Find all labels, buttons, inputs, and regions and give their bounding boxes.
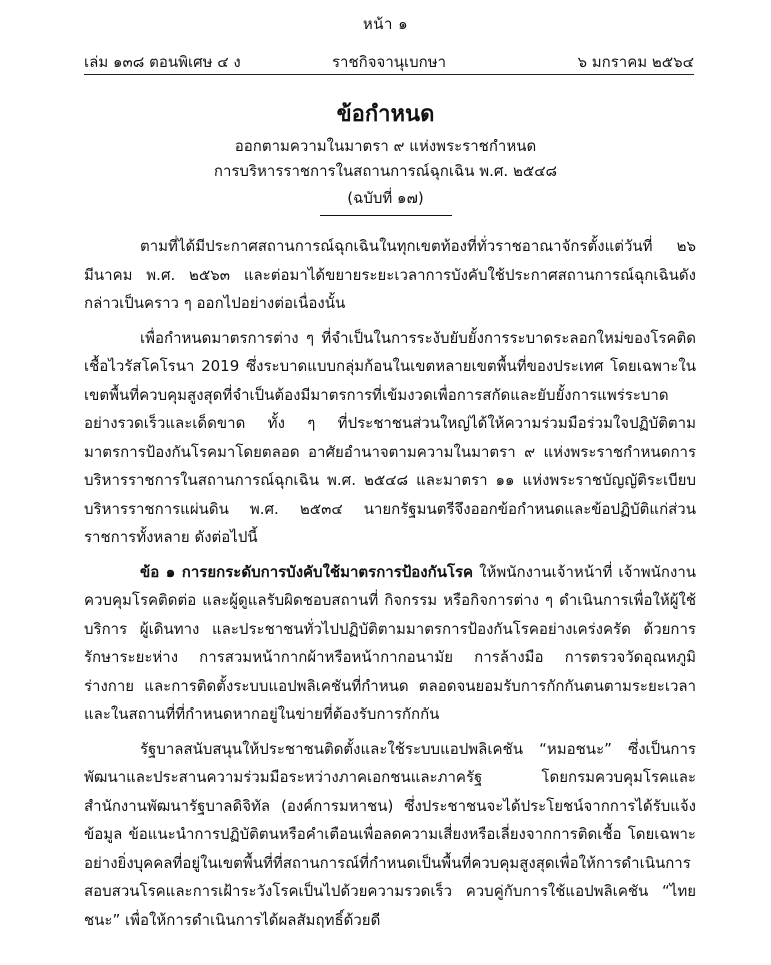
paragraph-app-support: รัฐบาลสนับสนุนให้ประชาชนติดตั้งและใช้ระบบแอปพลิเคชัน “หมอชนะ” ซึ่งเป็นการพัฒนาและประสานความร่วมมือระหว่างภาคเอกชนและภาครัฐ โดยกรมควบคุมโรคและสำนักงานพัฒนารัฐบาลดิจิทัล (องค์การมหาชน) ซึ่งประชาชนจะได้ประโยชน์จากการได้รับแจ้งข้อมูล ข้อแนะนำการปฏิบัติตนหรือคำเตือนเพื่อลดความเสี่ยงหรือเลี่ยงจากการติดเชื้อ โดยเฉพาะอย่างยิ่งบุคคลที่อยู่ในเขตพื้นที่ที่สถานการณ์ที่กำหนดเป็นพื้นที่ควบคุมสูงสุดเพื่อให้การดำเนินการสอบสวนโรคและการเฝ้าระวังโรคเป็นไปด้วยความรวดเร็ว ควบคู่กับการใช้แอปพลิเคชัน “ไทยชนะ” เพื่อให้การดำเนินการได้ผลสัมฤทธิ์ด้วยดี bbox=[84, 739, 696, 929]
title-divider bbox=[320, 215, 452, 216]
clause-1 bbox=[84, 558, 696, 729]
header-divider bbox=[84, 74, 694, 75]
page-number: หน้า ๑ bbox=[362, 15, 409, 33]
document-subtitle-1: ออกตามความในมาตรา ๙ แห่งพระราชกำหนด bbox=[234, 137, 537, 155]
clause-1-heading: ข้อ ๑ การยกระดับการบังคับใช้มาตรการป้องกันโรค bbox=[140, 562, 474, 581]
document-subtitle-2: การบริหารราชการในสถานการณ์ฉุกเฉิน พ.ศ. ๒๕๔๘ bbox=[213, 162, 558, 180]
gazette-name: ราชกิจจานุเบกษา bbox=[332, 53, 447, 71]
paragraph-purpose: เพื่อกำหนดมาตรการต่าง ๆ ที่จำเป็นในการระงับยับยั้งการระบาดระลอกใหม่ของโรคติดเชื้อไวรัสโคโรนา 2019 ซึ่งระบาดแบบกลุ่มก้อนในเขตหลายเขตพื้นที่ของประเทศ โดยเฉพาะในเขตพื้นที่ควบคุมสูงสุดที่จำเป็นต้องมีมาตรการที่เข้มงวดเพื่อการสกัดและยับยั้งการแพร่ระบาดอย่างรวดเร็วและเด็ดขาด ทั้ง ๆ ที่ประชาชนส่วนใหญ่ได้ให้ความร่วมมือร่วมใจปฏิบัติตามมาตรการป้องกันโรคมาโดยตลอด อาศัยอำนาจตามความในมาตรา ๙ แห่งพระราชกำหนดการบริหารราชการในสถานการณ์ฉุกเฉิน พ.ศ. ๒๕๔๘ และมาตรา ๑๑ แห่งพระราชบัญญัติระเบียบบริหารราชการแผ่นดิน พ.ศ. ๒๕๓๔ นายกรัฐมนตรีจึงออกข้อกำหนดและข้อปฏิบัติแก่ส่วนราชการทั้งหลาย ดังต่อไปนี้ bbox=[84, 328, 696, 546]
gazette-header bbox=[84, 50, 694, 74]
clause-1-text: ให้พนักงานเจ้าหน้าที่ เจ้าพนักงานควบคุมโรคติดต่อ และผู้ดูแลรับผิดชอบสถานที่ กิจกรรม หรือกิจการต่าง ๆ ดำเนินการเพื่อให้ผู้ใช้บริการ ผู้เดินทาง และประชาชนทั่วไปปฏิบัติตามมาตรการป้องกันโรคอย่างเคร่งครัด ด้วยการรักษาระยะห่าง การสวมหน้ากากผ้าหรือหน้ากากอนามัย การล้างมือ การตรวจวัดอุณหภูมิร่างกาย และการติดตั้งระบบแอปพลิเคชันที่กำหนด ตลอดจนยอมรับการกักกันตนตามระยะเวลาและในสถานที่ที่กำหนดหากอยู่ในข่ายที่ต้องรับการกักกัน bbox=[84, 562, 696, 723]
paragraph-preamble: ตามที่ได้มีประกาศสถานการณ์ฉุกเฉินในทุกเขตท้องที่ทั่วราชอาณาจักรตั้งแต่วันที่ ๒๖ มีนาคม พ.ศ. ๒๕๖๓ และต่อมาได้ขยายระยะเวลาการบังคับใช้ประกาศสถานการณ์ฉุกเฉินดังกล่าวเป็นคราว ๆ ออกไปอย่างต่อเนื่องนั้น bbox=[84, 237, 696, 312]
document-edition: (ฉบับที่ ๑๗) bbox=[347, 189, 424, 207]
volume-issue: เล่ม ๑๓๘ ตอนพิเศษ ๔ ง bbox=[84, 53, 241, 71]
document-title: ข้อกำหนด bbox=[336, 102, 435, 127]
document-body bbox=[84, 232, 696, 940]
publication-date: ๖ มกราคม ๒๕๖๔ bbox=[577, 53, 694, 71]
